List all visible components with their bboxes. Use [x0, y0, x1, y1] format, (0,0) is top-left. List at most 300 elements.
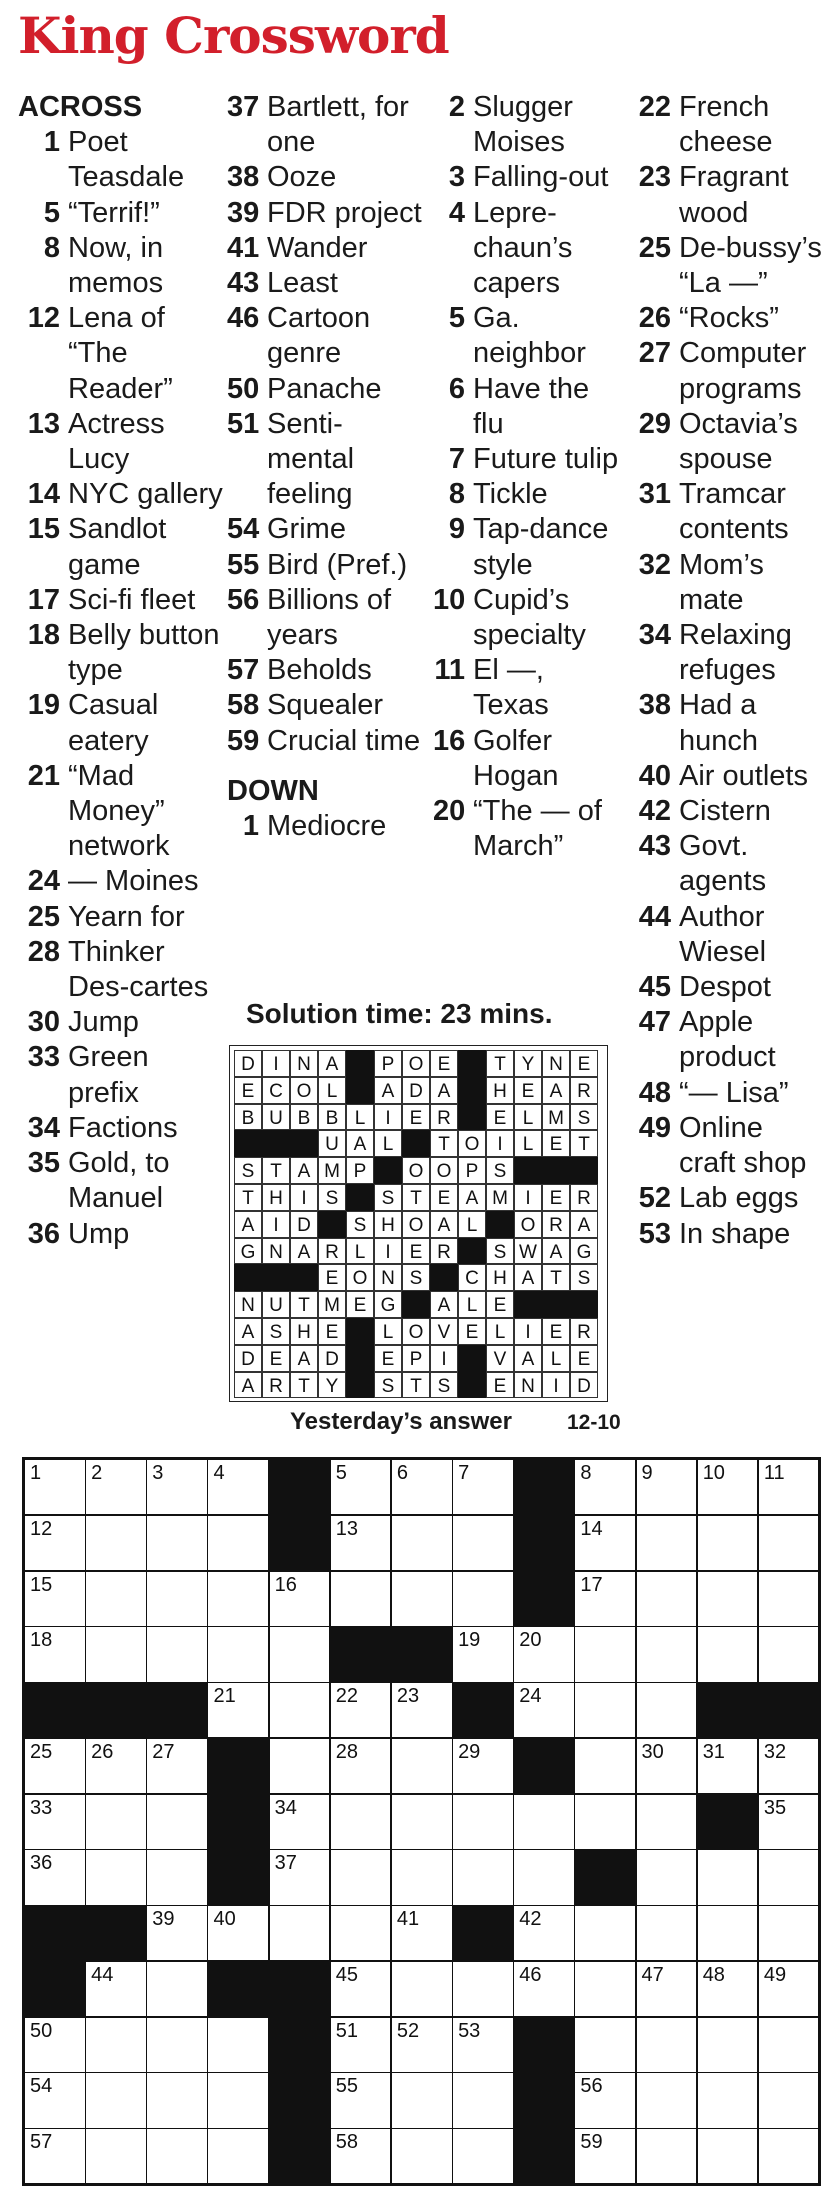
answer-letter: S — [262, 1318, 290, 1345]
grid-cell[interactable] — [391, 1905, 453, 1961]
grid-cell[interactable] — [697, 1515, 759, 1571]
grid-cell[interactable] — [452, 1459, 514, 1515]
grid-cell[interactable] — [269, 1849, 331, 1905]
cell-number: 41 — [396, 1908, 420, 1931]
cell-number: 36 — [30, 1852, 53, 1875]
grid-cell[interactable] — [269, 1571, 331, 1627]
grid-cell[interactable] — [24, 2128, 86, 2184]
cell-number: 33 — [30, 1796, 53, 1819]
answer-letter: U — [262, 1291, 290, 1318]
black-square — [24, 1905, 86, 1961]
answer-letter: S — [374, 1184, 402, 1211]
answer-letter: A — [430, 1291, 458, 1318]
clue-number: 29 — [638, 407, 671, 440]
cell-number: 16 — [274, 1573, 297, 1596]
cell-number: 59 — [580, 2131, 603, 2154]
cell-number: 44 — [91, 1963, 114, 1986]
grid-cell[interactable] — [697, 1849, 759, 1905]
clue — [433, 90, 621, 160]
answer-letter: E — [430, 1050, 458, 1077]
cell-number: 6 — [396, 1462, 409, 1484]
grid-cell[interactable] — [758, 1794, 820, 1850]
answer-letter: S — [318, 1184, 346, 1211]
clue-number: 50 — [227, 372, 260, 405]
cell-number: 17 — [580, 1573, 603, 1596]
clue-number: 43 — [638, 830, 671, 863]
grid-cell[interactable] — [391, 1738, 453, 1794]
grid-cell[interactable] — [452, 1515, 514, 1571]
grid-cell[interactable] — [697, 2017, 759, 2073]
clue — [18, 231, 223, 301]
clue-text: NYC gallery — [68, 478, 223, 511]
grid-cell[interactable] — [697, 1571, 759, 1627]
cell-number: 20 — [519, 1629, 542, 1652]
grid-cell[interactable] — [330, 1849, 392, 1905]
clue — [227, 548, 427, 583]
clue-number: 34 — [27, 1111, 60, 1144]
grid-cell[interactable] — [636, 1515, 698, 1571]
answer-letter: I — [290, 1184, 318, 1211]
clue — [637, 1111, 827, 1181]
answer-letter: E — [570, 1345, 598, 1372]
clue-number: 59 — [227, 724, 260, 757]
grid-cell[interactable] — [269, 1682, 331, 1738]
grid-cell[interactable] — [85, 1626, 147, 1682]
grid-cell[interactable] — [146, 2072, 208, 2128]
grid-cell[interactable] — [85, 1515, 147, 1571]
answer-letter: O — [402, 1050, 430, 1077]
clue-number: 27 — [638, 337, 671, 370]
cell-number: 11 — [763, 1462, 785, 1484]
grid-cell[interactable] — [269, 1794, 331, 1850]
grid-cell[interactable] — [452, 2128, 514, 2184]
grid-cell[interactable] — [574, 1571, 636, 1627]
cell-number: 9 — [641, 1462, 653, 1484]
cell-number: 54 — [30, 2075, 53, 2098]
clue — [637, 477, 827, 547]
answer-letter: E — [486, 1104, 514, 1131]
grid-cell[interactable] — [269, 1626, 331, 1682]
grid-cell[interactable] — [452, 2017, 514, 2073]
grid-cell[interactable] — [513, 1849, 575, 1905]
black-square — [234, 1130, 262, 1157]
grid-cell[interactable] — [574, 2017, 636, 2073]
cell-number: 46 — [519, 1963, 542, 1986]
grid-cell[interactable] — [758, 2128, 820, 2184]
grid-cell[interactable] — [391, 1794, 453, 1850]
black-square — [391, 1626, 453, 1682]
grid-cell[interactable] — [24, 1459, 86, 1515]
clue — [637, 407, 827, 477]
clue-text: Panache — [267, 372, 382, 405]
grid-cell[interactable] — [146, 1459, 208, 1515]
grid-cell[interactable] — [574, 1515, 636, 1571]
answer-letter: N — [262, 1238, 290, 1265]
answer-letter: A — [374, 1077, 402, 1104]
grid-cell[interactable] — [85, 1571, 147, 1627]
clue-number: 51 — [227, 407, 260, 440]
grid-cell[interactable] — [391, 1459, 453, 1515]
grid-cell[interactable] — [513, 1961, 575, 2017]
grid-cell[interactable] — [269, 1738, 331, 1794]
grid-cell[interactable] — [391, 1849, 453, 1905]
grid-cell[interactable] — [330, 1571, 392, 1627]
answer-letter: E — [402, 1238, 430, 1265]
grid-cell[interactable] — [452, 1626, 514, 1682]
answer-letter: E — [542, 1130, 570, 1157]
clue-number: 21 — [27, 759, 60, 792]
grid-cell[interactable] — [330, 2017, 392, 2073]
black-square — [269, 1961, 331, 2017]
clue — [18, 583, 223, 618]
grid-cell[interactable] — [697, 1459, 759, 1515]
cell-number: 14 — [580, 1517, 603, 1540]
answer-letter: E — [542, 1184, 570, 1211]
grid-cell[interactable] — [207, 2128, 269, 2184]
grid-cell[interactable] — [574, 1738, 636, 1794]
grid-cell[interactable] — [85, 2128, 147, 2184]
cell-number: 15 — [30, 1573, 53, 1596]
grid-cell[interactable] — [452, 2072, 514, 2128]
clue-text: Slugger Moises — [473, 91, 573, 159]
grid-cell[interactable] — [452, 1571, 514, 1627]
cell-number: 52 — [396, 2019, 420, 2042]
grid-cell[interactable] — [758, 1571, 820, 1627]
answer-letter: I — [514, 1184, 542, 1211]
grid-cell[interactable] — [146, 1794, 208, 1850]
answer-letter: S — [486, 1238, 514, 1265]
grid-cell[interactable] — [636, 2072, 698, 2128]
clue-number: 30 — [27, 1006, 60, 1039]
answer-letter: G — [234, 1238, 262, 1265]
clue-text: Bird (Pref.) — [267, 548, 408, 581]
grid-cell[interactable] — [146, 1626, 208, 1682]
clue-number: 35 — [27, 1147, 60, 1180]
black-square — [570, 1291, 598, 1318]
grid-cell[interactable] — [391, 1682, 453, 1738]
grid-cell[interactable] — [24, 2017, 86, 2073]
answer-letter: L — [514, 1104, 542, 1131]
cell-number: 22 — [335, 1685, 359, 1708]
black-square — [758, 1682, 820, 1738]
yesterday-answer-grid — [229, 1045, 608, 1402]
clue-number: 52 — [638, 1182, 671, 1215]
answer-letter: R — [570, 1184, 598, 1211]
grid-cell[interactable] — [85, 1961, 147, 2017]
clue-number: 23 — [638, 161, 671, 194]
black-square — [234, 1264, 262, 1291]
answer-letter: S — [374, 1372, 402, 1399]
grid-cell[interactable] — [391, 1571, 453, 1627]
clue — [637, 90, 827, 160]
clue-number: 25 — [27, 900, 60, 933]
grid-cell[interactable] — [636, 1905, 698, 1961]
grid-cell[interactable] — [24, 1626, 86, 1682]
grid-cell[interactable] — [574, 2072, 636, 2128]
answer-letter: E — [234, 1077, 262, 1104]
grid-cell[interactable] — [207, 1459, 269, 1515]
clue-text: Sci-fi fleet — [68, 583, 196, 616]
grid-cell[interactable] — [146, 1738, 208, 1794]
clue-column-3 — [433, 90, 621, 864]
grid-cell[interactable] — [697, 1626, 759, 1682]
grid-cell[interactable] — [24, 1571, 86, 1627]
down-heading: DOWN — [227, 774, 319, 807]
clue-number: 47 — [638, 1006, 671, 1039]
answer-letter: B — [290, 1104, 318, 1131]
grid-cell[interactable] — [636, 1459, 698, 1515]
grid-cell[interactable] — [330, 1515, 392, 1571]
clue — [637, 794, 827, 829]
grid-cell[interactable] — [452, 1849, 514, 1905]
clue-text: Future tulip — [473, 443, 619, 476]
grid-cell[interactable] — [452, 1738, 514, 1794]
answer-letter: A — [318, 1050, 346, 1077]
clue — [433, 794, 621, 864]
answer-letter: L — [542, 1345, 570, 1372]
grid-cell[interactable] — [636, 1626, 698, 1682]
grid-cell[interactable] — [636, 1961, 698, 2017]
grid-cell[interactable] — [574, 1794, 636, 1850]
black-square — [207, 1849, 269, 1905]
black-square — [452, 1682, 514, 1738]
clue — [637, 1217, 827, 1252]
answer-letter: P — [402, 1345, 430, 1372]
grid-cell[interactable] — [146, 1961, 208, 2017]
grid-cell[interactable] — [391, 2017, 453, 2073]
answer-letter: H — [374, 1211, 402, 1238]
grid-cell[interactable] — [330, 2128, 392, 2184]
clue-text: Apple product — [679, 1006, 776, 1074]
grid-cell[interactable] — [85, 2017, 147, 2073]
answer-letter: L — [486, 1318, 514, 1345]
solution-time: Solution time: 23 mins. — [246, 998, 553, 1029]
cell-number: 1 — [30, 1462, 42, 1484]
clue — [227, 583, 427, 653]
answer-letter: A — [290, 1345, 318, 1372]
grid-cell[interactable] — [452, 1961, 514, 2017]
clue-text: Belly button type — [68, 619, 220, 687]
cell-number: 32 — [763, 1740, 787, 1763]
answer-letter: M — [318, 1291, 346, 1318]
grid-cell[interactable] — [330, 1682, 392, 1738]
clue — [18, 477, 223, 512]
clue — [18, 1217, 223, 1252]
black-square — [574, 1849, 636, 1905]
grid-cell[interactable] — [330, 1794, 392, 1850]
answer-letter: R — [542, 1211, 570, 1238]
grid-cell[interactable] — [758, 1626, 820, 1682]
clue — [637, 231, 827, 301]
grid-cell[interactable] — [636, 2017, 698, 2073]
grid-cell[interactable] — [330, 2072, 392, 2128]
answer-letter: E — [514, 1077, 542, 1104]
clue-number: 24 — [27, 865, 60, 898]
clue — [18, 864, 223, 899]
clue-number: 20 — [433, 795, 466, 828]
grid-cell[interactable] — [574, 1459, 636, 1515]
clue-number: 17 — [27, 583, 60, 616]
grid-cell[interactable] — [146, 1905, 208, 1961]
answer-letter: T — [234, 1184, 262, 1211]
answer-letter: R — [570, 1077, 598, 1104]
grid-cell[interactable] — [207, 1571, 269, 1627]
grid-cell[interactable] — [697, 2072, 759, 2128]
grid-cell[interactable] — [697, 1961, 759, 2017]
grid-cell[interactable] — [636, 2128, 698, 2184]
clue-text: Grime — [267, 513, 346, 546]
answer-letter: I — [514, 1318, 542, 1345]
clue — [18, 301, 223, 407]
clue-text: Actress Lucy — [68, 407, 165, 476]
grid-cell[interactable] — [207, 1682, 269, 1738]
clue-number: 5 — [43, 196, 60, 229]
answer-letter: L — [374, 1130, 402, 1157]
grid-cell[interactable] — [758, 1961, 820, 2017]
answer-letter: O — [458, 1130, 486, 1157]
clue-text: Yearn for — [68, 900, 185, 933]
grid-cell[interactable] — [146, 1571, 208, 1627]
grid-cell[interactable] — [391, 2128, 453, 2184]
clue — [637, 1076, 827, 1111]
clue — [18, 125, 223, 195]
black-square — [346, 1050, 374, 1077]
clue-number: 46 — [227, 302, 260, 335]
grid-cell[interactable] — [391, 2072, 453, 2128]
grid-cell[interactable] — [207, 1905, 269, 1961]
grid-cell[interactable] — [24, 2072, 86, 2128]
grid-cell[interactable] — [330, 1961, 392, 2017]
clue-text: Casual eatery — [68, 689, 159, 757]
clue-number: 4 — [448, 196, 465, 229]
answer-letter: E — [458, 1318, 486, 1345]
answer-letter: E — [486, 1291, 514, 1318]
grid-cell[interactable] — [636, 1794, 698, 1850]
grid-cell[interactable] — [758, 1738, 820, 1794]
black-square — [542, 1157, 570, 1184]
answer-letter: B — [234, 1104, 262, 1131]
black-square — [207, 1794, 269, 1850]
clue-number: 8 — [448, 478, 465, 511]
grid-cell[interactable] — [85, 1459, 147, 1515]
grid-cell[interactable] — [24, 1794, 86, 1850]
cell-number: 45 — [335, 1963, 359, 1986]
grid-cell[interactable] — [330, 1459, 392, 1515]
grid-cell[interactable] — [146, 1515, 208, 1571]
cell-number: 21 — [213, 1685, 236, 1708]
black-square — [346, 1318, 374, 1345]
clue-text: Green prefix — [68, 1041, 149, 1109]
clue-number: 40 — [638, 759, 671, 792]
black-square — [269, 1459, 331, 1515]
grid-cell[interactable] — [636, 1682, 698, 1738]
grid-cell[interactable] — [146, 2128, 208, 2184]
grid-cell[interactable] — [758, 1849, 820, 1905]
grid-cell[interactable] — [207, 1515, 269, 1571]
grid-cell[interactable] — [758, 2017, 820, 2073]
grid-cell[interactable] — [24, 1738, 86, 1794]
grid-cell[interactable] — [758, 1459, 820, 1515]
black-square — [542, 1291, 570, 1318]
clue — [637, 1005, 827, 1075]
grid-cell[interactable] — [85, 1738, 147, 1794]
grid-cell[interactable] — [207, 2072, 269, 2128]
grid-cell[interactable] — [636, 1849, 698, 1905]
grid-cell[interactable] — [207, 2017, 269, 2073]
grid-cell[interactable] — [330, 1905, 392, 1961]
cell-number: 57 — [30, 2131, 53, 2154]
grid-cell[interactable] — [697, 2128, 759, 2184]
grid-cell[interactable] — [85, 1849, 147, 1905]
answer-letter: P — [458, 1157, 486, 1184]
grid-cell[interactable] — [758, 1905, 820, 1961]
grid-cell[interactable] — [758, 2072, 820, 2128]
grid-cell[interactable] — [513, 1905, 575, 1961]
grid-cell[interactable] — [574, 2128, 636, 2184]
grid-cell[interactable] — [24, 1515, 86, 1571]
answer-letter: D — [570, 1372, 598, 1399]
answer-letter: G — [374, 1291, 402, 1318]
clue-number: 28 — [27, 935, 60, 968]
answer-letter: L — [346, 1238, 374, 1265]
clue — [18, 512, 223, 582]
clue-number: 16 — [433, 724, 466, 757]
grid-cell[interactable] — [146, 2017, 208, 2073]
cell-number: 50 — [30, 2019, 53, 2042]
grid-cell[interactable] — [697, 1905, 759, 1961]
grid-cell[interactable] — [24, 1849, 86, 1905]
cell-number: 8 — [580, 1462, 592, 1484]
grid-cell[interactable] — [758, 1515, 820, 1571]
grid-cell[interactable] — [207, 1626, 269, 1682]
black-square — [318, 1211, 346, 1238]
grid-cell[interactable] — [636, 1571, 698, 1627]
black-square — [269, 2072, 331, 2128]
grid-cell[interactable] — [697, 1738, 759, 1794]
clue-text: Sandlot game — [68, 513, 167, 581]
grid-cell[interactable] — [636, 1738, 698, 1794]
clue-number: 5 — [448, 302, 465, 335]
grid-cell[interactable] — [85, 1794, 147, 1850]
clue — [637, 970, 827, 1005]
clue-column-4 — [637, 90, 827, 1252]
answer-letter: A — [234, 1211, 262, 1238]
grid-cell[interactable] — [574, 1626, 636, 1682]
grid-cell[interactable] — [513, 1626, 575, 1682]
clue — [227, 160, 427, 195]
grid-cell[interactable] — [574, 1961, 636, 2017]
clue — [227, 512, 427, 547]
grid-cell[interactable] — [574, 1682, 636, 1738]
grid-cell[interactable] — [513, 1794, 575, 1850]
clue-number: 57 — [227, 654, 260, 687]
grid-cell[interactable] — [513, 1682, 575, 1738]
clue — [433, 512, 621, 582]
grid-cell[interactable] — [146, 1849, 208, 1905]
grid-cell[interactable] — [391, 1515, 453, 1571]
grid-cell[interactable] — [269, 1905, 331, 1961]
grid-cell[interactable] — [574, 1905, 636, 1961]
clue-number: 45 — [638, 971, 671, 1004]
answer-letter: E — [374, 1345, 402, 1372]
black-square — [290, 1264, 318, 1291]
clue-number: 43 — [227, 267, 260, 300]
grid-cell[interactable] — [330, 1738, 392, 1794]
grid-cell[interactable] — [85, 2072, 147, 2128]
clue — [433, 442, 621, 477]
grid-cell[interactable] — [452, 1794, 514, 1850]
grid-cell[interactable] — [391, 1961, 453, 2017]
